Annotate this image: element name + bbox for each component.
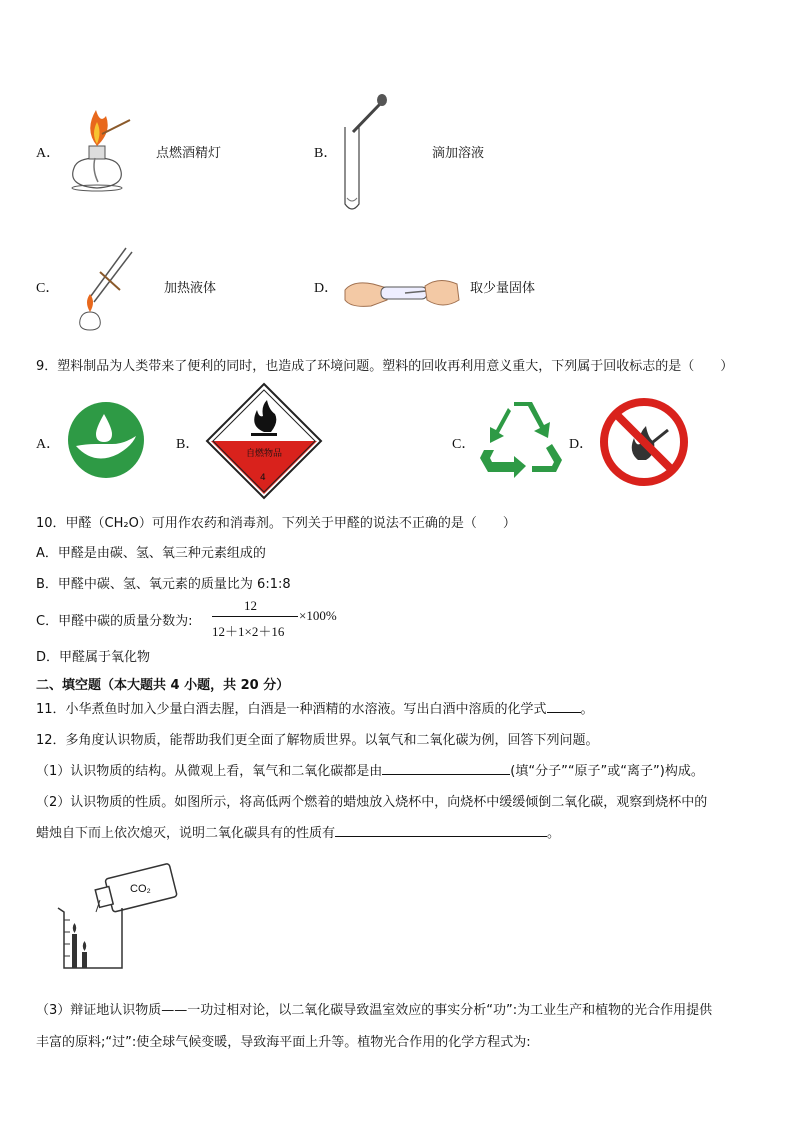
q12-part2-line1: （2）认识物质的性质。如图所示，将高低两个燃着的蜡烛放入烧杯中，向烧杯中缓缓倾倒二氧化碳，观察到烧杯中的 [36,795,708,810]
q12-part2-line2 [36,822,560,841]
section-heading: 二、填空题（本大题共 4 小题，共 20 分） [36,678,290,693]
q12-part2-text: 蜡烛自下而上依次熄灭，说明二氧化碳具有的性质有 [36,826,336,841]
option-letter-b: B． [314,146,338,161]
q9-letter-b: B． [176,437,200,452]
no-fire-sign-icon [598,396,690,488]
option-letter-c: C． [36,281,60,296]
recycle-sign-icon [478,398,566,478]
question-9-stem: 9．塑料制品为人类带来了便利的同时，也造成了环境问题。塑料的回收再利用意义重大，下列属于回收标志的是（ ） [36,359,734,374]
q11-text: 11．小华煮鱼时加入少量白酒去腥，白酒是一种酒精的水溶液。写出白酒中溶质的化学式 [36,702,547,717]
sign-text: 自燃物品 [246,449,283,459]
option-letter-d: D． [314,281,339,296]
q10-option-b: B．甲醛中碳、氢、氧元素的质量比为 6:1:8 [36,577,291,592]
fraction-bar [212,616,298,617]
question-10-stem: 10．甲醛（CH₂O）可用作农药和消毒剂。下列关于甲醛的说法不正确的是（ ） [36,516,516,531]
q9-letter-c: C． [452,437,476,452]
question-11 [36,698,594,717]
q10-option-a: A．甲醛是由碳、氢、氧三种元素组成的 [36,546,266,561]
co2-label: CO₂ [130,883,151,895]
fraction-denominator: 12＋1×2＋16 [212,624,285,639]
q12-part2-blank[interactable] [335,824,547,837]
q9-letter-a: A． [36,437,61,452]
q10-option-c-prefix: C．甲醛中碳的质量分数为: [36,614,193,629]
option-d-label: 取少量固体 [470,281,536,296]
q10-option-d: D．甲醛属于氧化物 [36,650,151,665]
q12-part1-text-end: (填“分子”“原子”或“离子”)构成。 [510,764,704,779]
q9-letter-d: D． [569,437,594,452]
question-12-stem: 12．多角度认识物质，能帮助我们更全面了解物质世界。以氧气和二氧化碳为例，回答下列问题。 [36,733,599,748]
q12-part3-line1: （3）辩证地认识物质——一功过相对论，以二氧化碳导致温室效应的事实分析“功”:为工业生产和植物的光合作用提供 [36,1003,713,1018]
fraction-numerator: 12 [244,598,257,613]
alcohol-lamp-lighting-illustration [62,108,132,193]
option-a-label: 点燃酒精灯 [156,146,222,161]
option-b-label: 滴加溶液 [432,146,485,161]
taking-solid-illustration [343,270,463,320]
q12-part3-line2: 丰富的原料;“过”:使全球气候变暖，导致海平面上升等。植物光合作用的化学方程式为: [36,1035,531,1050]
co2-candle-beaker-illustration [56,860,186,972]
sign-number: 4 [260,473,266,483]
q11-answer-blank[interactable] [547,700,581,713]
option-letter-a: A． [36,146,61,161]
q11-text-end: 。 [580,702,594,717]
option-c-label: 加热液体 [164,281,217,296]
heating-liquid-illustration [60,242,140,334]
q12-part1-text: （1）认识物质的结构。从微观上看，氧气和二氧化碳都是由 [36,764,383,779]
water-saving-sign-icon [66,400,146,480]
fraction-suffix: ×100% [299,608,337,623]
dropper-test-tube-illustration [335,92,395,217]
q12-part2-text-end: 。 [547,826,561,841]
q12-part1-blank[interactable] [382,762,510,775]
q12-part1 [36,760,704,779]
